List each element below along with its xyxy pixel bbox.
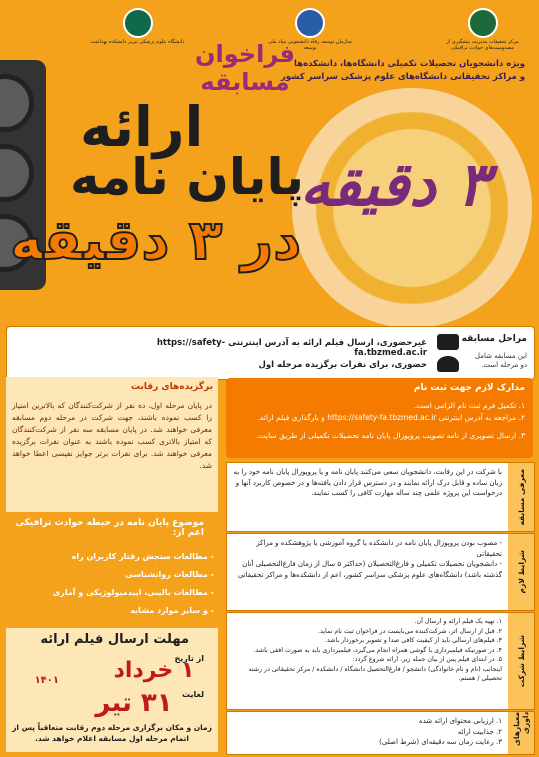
deadline-to-label: لغایت [182,690,204,699]
winners-title: برگزیده‌های رقابت [130,382,213,392]
logo-traffic-research: مرکز تحقیقات مدیریت پیشگیری از مصدومیت‌های حوادث ترافیکی [435,8,530,51]
section-participation-text: ۱. تهیه یک فیلم ارائه و ارسال آن. ۲. قبل از ارسال اثر، شرکت‌کننده می‌بایست در فراخوان ثبت نام نماید. ۳. فیلم‌های ارسالی باید از کیفیت کافی صدا و تصویر برخوردار باشد. ۴. در صورتیکه فیلمبرداری با گوشی همراه انجام می‌گیرد، فیلمبرداری باید به صورت افقی باشد. ۵. در ابتدای فیلم پس از بیان جمله زیر، ارائه شروع گردد: اینجانب (نام و نام خانوادگی) دانشجو / فارغ‌التحصیل دانشگاه / دانشکده / مرکز تحقیقاتی در رشته تحصیلی / هستم. [248,618,502,682]
deadline-from-date: ۱ خرداد [113,658,195,683]
section-judging-text: ۱. ارزیابی محتوای ارائه شده ۲. جذابیت ارائه ۳. رعایت زمان سه دقیقه‌ای (شرط اصلی) [379,717,502,746]
logo-welfare: سازمان توسعه رفاه دانشجویی بنیاد ملی توسعه [263,8,358,51]
deadline-from-label: از تاریخ [174,654,204,663]
stage-row-1: غیرحضوری، ارسال فیلم ارائه به آدرس اینترنتی https://safety-fa.tbzmed.ac.ir [156,338,427,358]
subtitle: ویژه دانشجویان تحصیلات تکمیلی دانشگاه‌ها، دانشکده‌ها و مراکز تحقیقاتی دانشگاه‌های علوم پزشکی سراسر کشور [280,59,525,82]
traffic-research-logo-icon [468,8,498,38]
traffic-light-middle [0,144,34,202]
topic-item-2: - مطالعات روانشناسی [125,570,214,579]
topics-title: موضوع پایان نامه در حیطه حوادث ترافیکی اعم از: [15,518,204,538]
section-judging [226,711,535,755]
stages-heading: مراحل مسابقه [461,334,527,344]
deadline-to-date: ۳۱ تیر [95,688,173,718]
logo-tabriz-university: دانشگاه علوم پزشکی تبریز دانشکده بهداشت [90,8,185,45]
traffic-light-top [0,74,34,132]
stage-row-2: حضوری، برای نفرات برگزیده مرحله اول [258,360,427,370]
tabriz-university-logo-icon [123,8,153,38]
stages-note: این مسابقه شامل دو مرحله است. [474,352,527,369]
welfare-logo-icon [295,8,325,38]
main-title-line1: ارائه [80,95,204,159]
documents-title: مدارک لازم جهت ثبت نام [413,383,525,393]
document-item-2: ۲. مراجعه به آدرس اینترنتی https://safety-fa.tbzmed.ac.ir و بارگذاری فیلم ارائه. [257,413,525,422]
section-requirements-label: شرایط لازم [508,534,534,610]
deadline-title: مهلت ارسال فیلم ارائه [40,632,189,647]
document-item-1: ۱. تکمیل فرم ثبت نام الزامی است. [413,401,525,410]
topic-item-4: - و سایر موارد مشابه [130,606,214,615]
video-icon [437,334,459,350]
section-intro [226,462,535,532]
winners-body: در پایان مرحله اول، ده نفر از شرکت‌کنندگان که بالاترین امتیاز را کسب نموده باشند، جهت شرکت در مرحله دوم مسابقه معرفی خواهند شد. در پایان مسابقه سه نفر از شرکت‌کنندگان که امتیاز بالاتری کسب نموده باشند به عنوان نفرات برگزیده معرفی خواهند شد. برای نفرات برتر جوایز نفیسی اعطا خواهد شد. [12,401,212,470]
gauge-label: ۳ دقیقه [300,150,490,220]
document-item-3: ۳. ارسال تصویری از نامه تصویب پروپوزال پایان نامه تحصیلات تکمیلی از طریق سایت. [256,431,525,440]
deadline-note: زمان و مکان برگزاری مرحله دوم رقابت متعاقباً پس از اتمام مرحله اول مسابقه اعلام خواهد شد. [12,723,212,743]
topic-item-1: - مطالعات سنجش رفتار کاربران راه [71,552,214,561]
deadline-year: ۱۴۰۱ [34,675,59,686]
section-judging-label: معیارهای داوری [508,712,534,754]
presenter-icon [437,356,459,372]
section-participation [226,612,535,710]
main-title-line3: در ۳ دقیقه [10,208,302,272]
section-intro-label: معرفی مسابقه [508,463,534,531]
topic-item-3: - مطالعات بالینی، اپیدمیولوژیکی و آماری [52,588,214,597]
call-title: فراخوان مسابقه [195,40,295,96]
main-title-line2: پایان نامه [70,148,305,206]
section-requirements [226,533,535,611]
section-intro-text: با شرکت در این رقابت، دانشجویان سعی می‌کنند پایان نامه و یا پروپوزال پایان نامه خود را به زبان ساده و قابل درک ارائه نمایند و در دسترس قرار دادن یافته‌ها و در خصوص کاربرد آنها و درخواست این پروژه علمی چند ساله مهارت کافی را کسب نمایند. [233,468,502,497]
section-participation-label: شرایط شرکت [508,613,534,709]
section-requirements-text: - مصوب بودن پروپوزال پایان نامه در دانشکده یا گروه آموزشی یا پژوهشکده و مراکز تحقیقاتی - دانشجویان تحصیلات تکمیلی و فارغ‌التحصیلان (حداکثر ۵ سال از زمان فارغ‌التحصیلی آنان گذشته باشد) دانشگاه‌های علوم پزشکی سراسر کشور، اعم از دانشکده‌ها و مراکز تحقیقاتی [237,539,502,579]
